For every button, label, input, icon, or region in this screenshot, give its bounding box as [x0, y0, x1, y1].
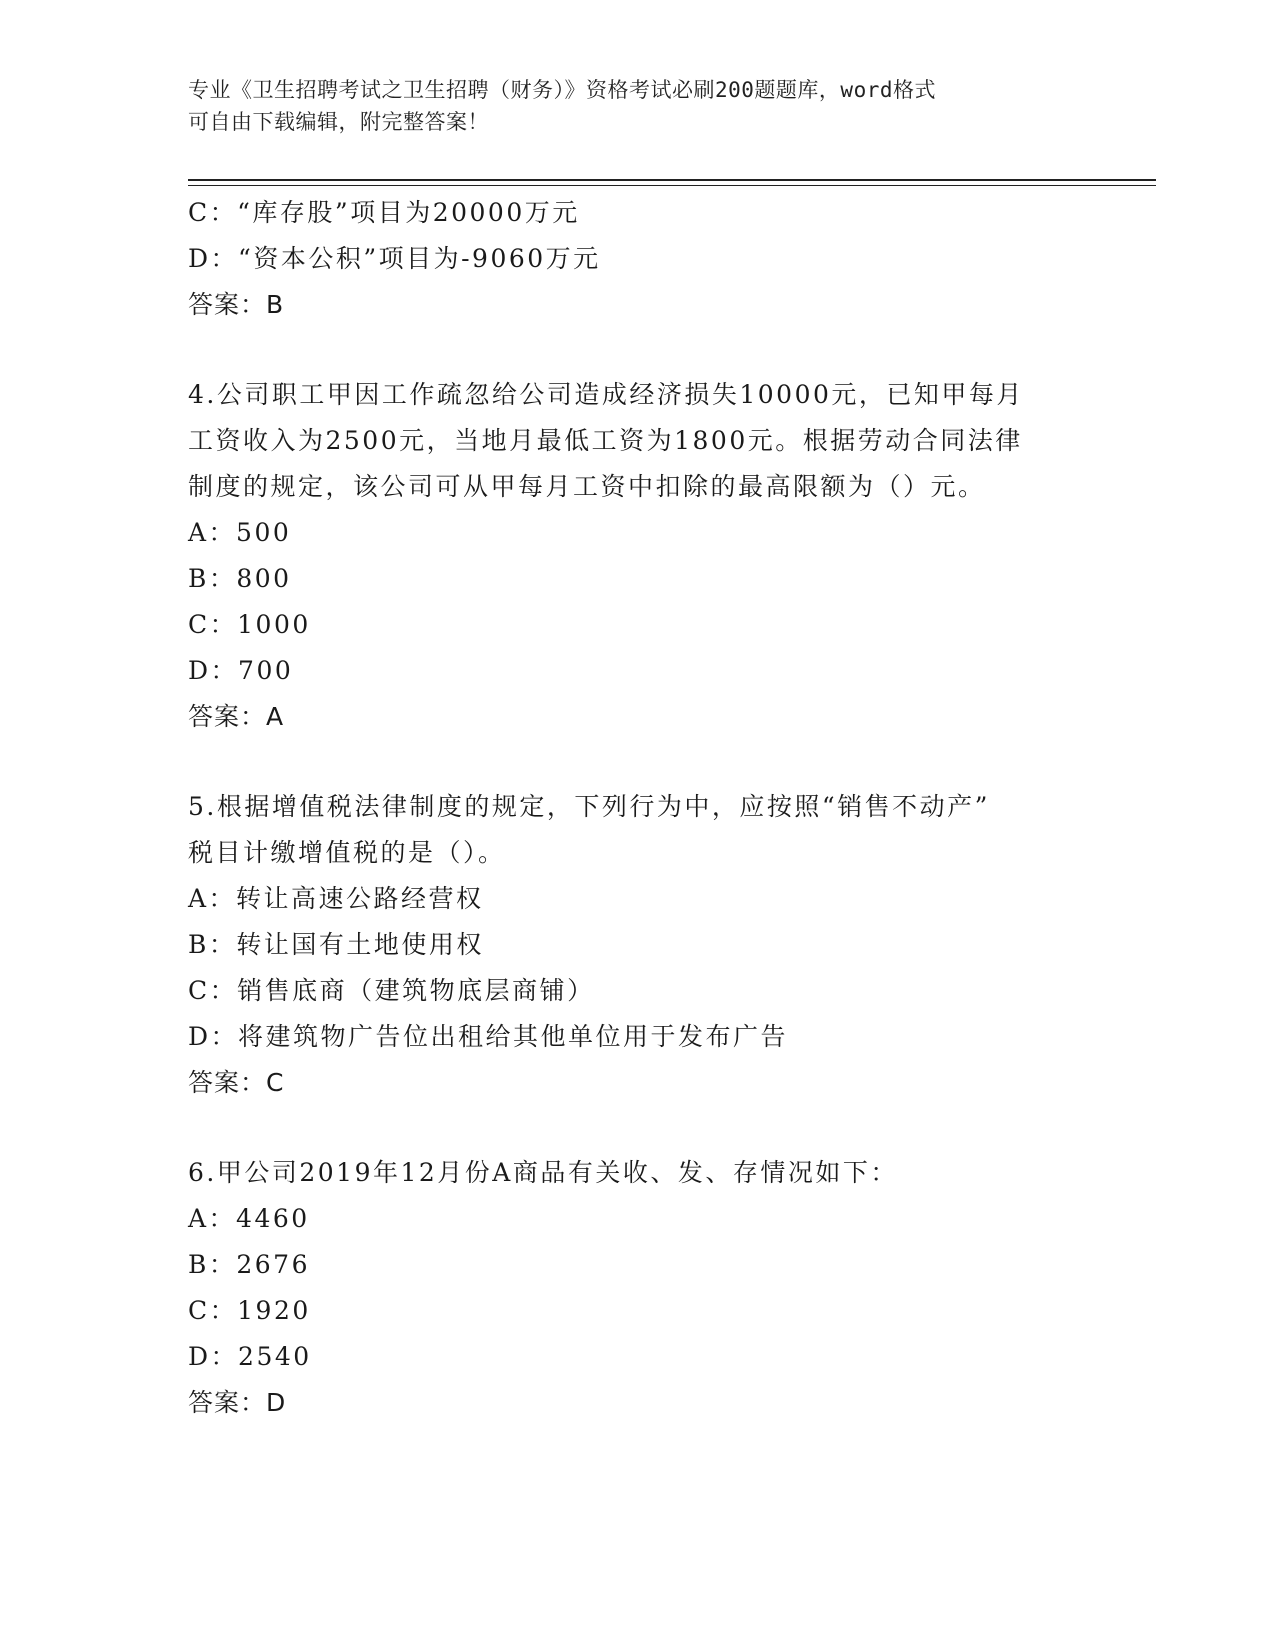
option-c: C：1920 [188, 1296, 311, 1325]
option-c: C：“库存股”项目为20000万元 [188, 198, 580, 227]
answer-line: 答案：A [188, 702, 285, 731]
option-b: B：800 [188, 564, 292, 593]
document-body [188, 190, 1068, 1426]
answer-line: 答案：D [188, 1388, 287, 1417]
option-a: A：500 [188, 518, 292, 547]
question-4 [188, 372, 1068, 740]
page-header [188, 74, 1068, 138]
question-stem-line: 工资收入为2500元，当地月最低工资为1800元。根据劳动合同法律 [188, 426, 1023, 455]
option-d: D：“资本公积”项目为-9060万元 [188, 244, 601, 273]
option-d: D：700 [188, 656, 294, 685]
option-d: D：2540 [188, 1342, 312, 1371]
header-title-line-1: 专业《卫生招聘考试之卫生招聘（财务）》资格考试必刷200题题库，word格式 [188, 78, 936, 102]
answer-line: 答案：C [188, 1068, 285, 1097]
question-stem-line: 5.根据增值税法律制度的规定，下列行为中，应按照“销售不动产” [188, 792, 990, 821]
question-stem-line: 税目计缴增值税的是（）。 [188, 838, 506, 867]
question-stem-line: 4.公司职工甲因工作疏忽给公司造成经济损失10000元，已知甲每月 [188, 380, 1024, 409]
option-a: A：转让高速公路经营权 [188, 884, 484, 913]
option-c: C：1000 [188, 610, 311, 639]
header-divider-thin [188, 185, 1156, 186]
option-d: D：将建筑物广告位出租给其他单位用于发布广告 [188, 1022, 789, 1051]
header-title-line-2: 可自由下载编辑，附完整答案！ [188, 110, 489, 134]
spacer [188, 740, 1068, 784]
header-divider-thick [188, 179, 1156, 181]
answer-line: 答案：B [188, 290, 285, 319]
question-stem-line: 制度的规定，该公司可从甲每月工资中扣除的最高限额为（）元。 [188, 472, 986, 501]
option-a: A：4460 [188, 1204, 310, 1233]
spacer [188, 1106, 1068, 1150]
question-6 [188, 1150, 1068, 1426]
question-3-tail [188, 190, 1068, 328]
question-stem-line: 6.甲公司2019年12月份A商品有关收、发、存情况如下： [188, 1158, 898, 1187]
option-c: C：销售底商（建筑物底层商铺） [188, 976, 595, 1005]
spacer [188, 328, 1068, 372]
option-b: B：2676 [188, 1250, 310, 1279]
question-5 [188, 784, 1068, 1106]
option-b: B：转让国有土地使用权 [188, 930, 484, 959]
